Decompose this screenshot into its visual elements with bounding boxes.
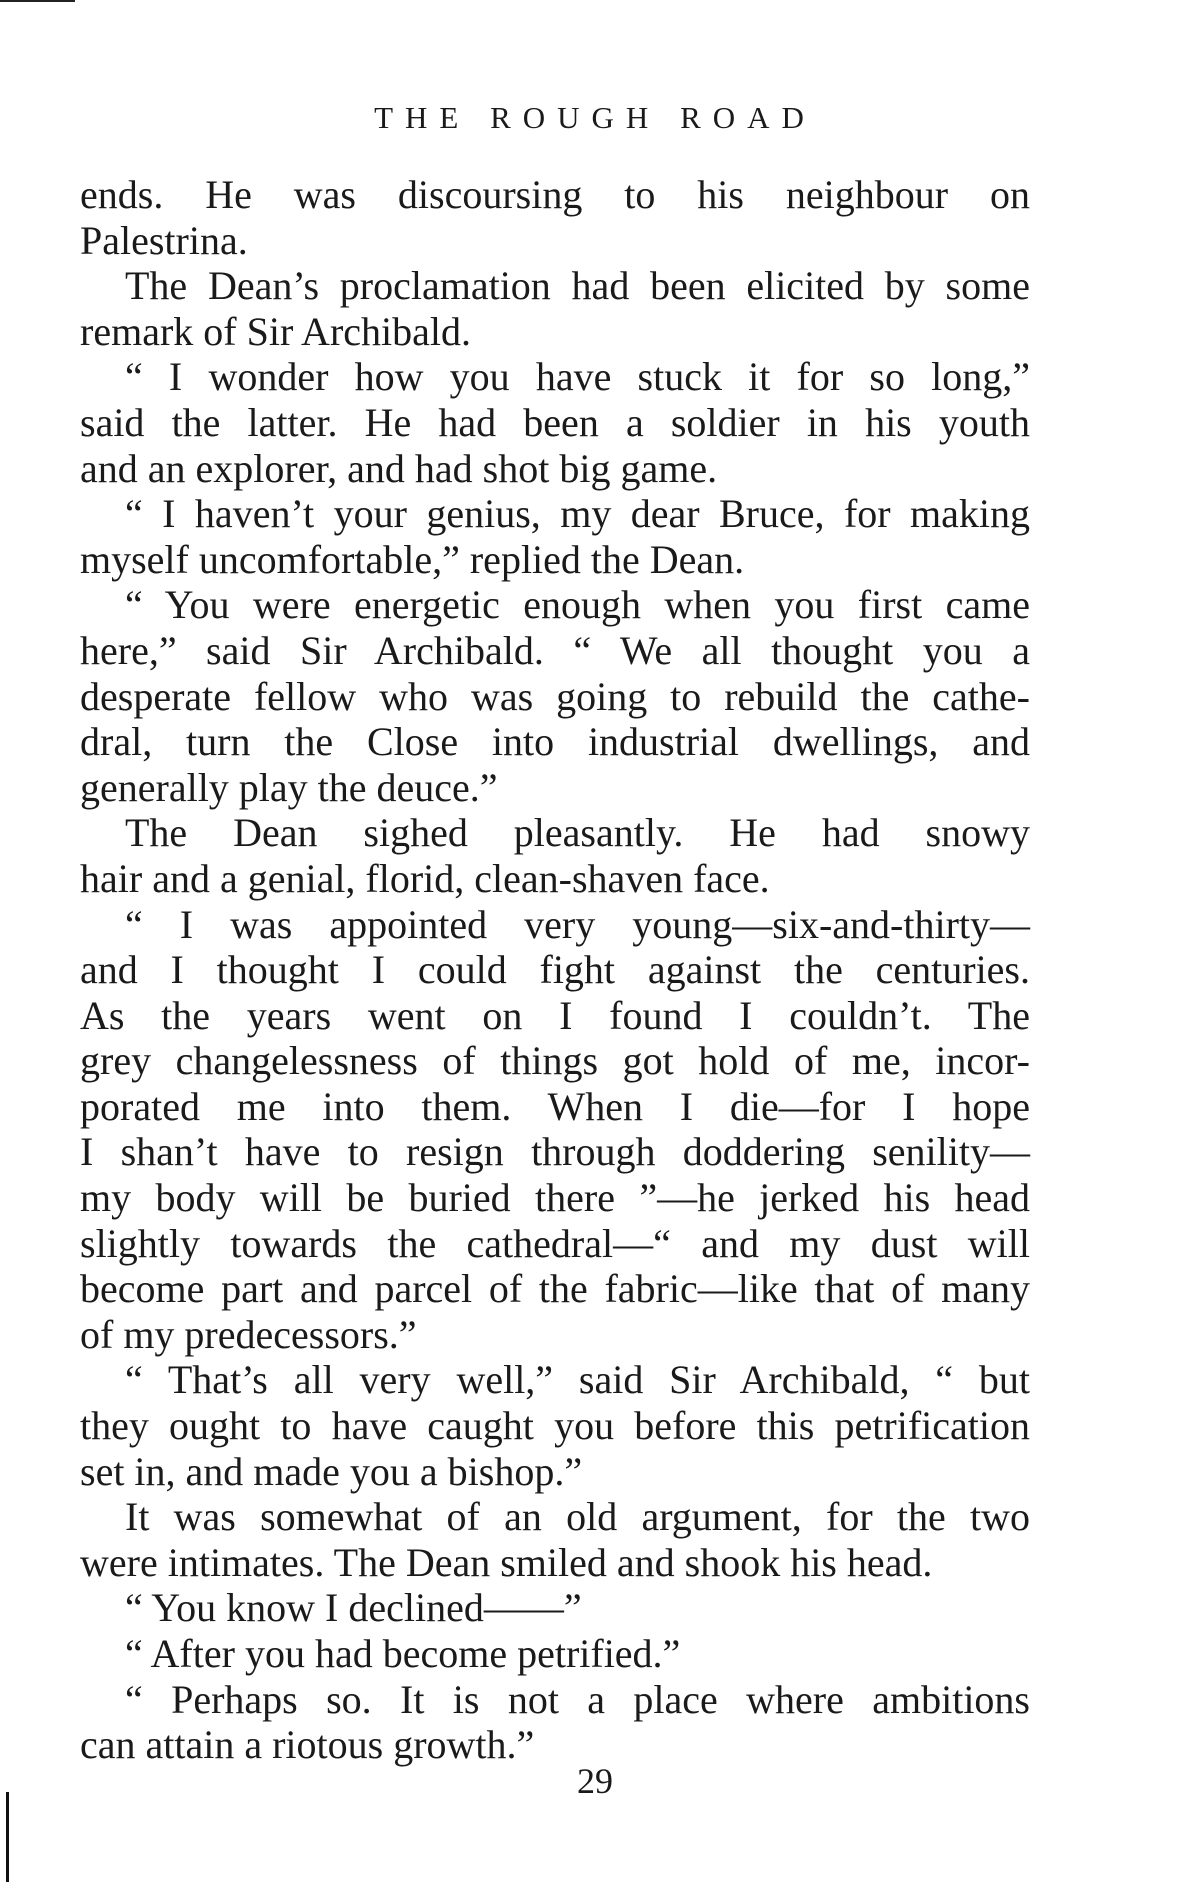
text-line: desperate fellow who was going to rebuild the cathe- <box>80 673 1030 719</box>
text-line: Palestrina. <box>80 217 248 263</box>
text-line: It was somewhat of an old argument, for the two <box>125 1494 1030 1540</box>
text-line: “ That’s all very well,” said Sir Archibald, “ but <box>125 1357 1030 1403</box>
text-line: grey changelessness of things got hold of me, incor- <box>80 1038 1030 1084</box>
text-line: dral, turn the Close into industrial dwellings, and <box>80 719 1030 765</box>
text-line: remark of Sir Archibald. <box>80 308 471 354</box>
text-line: and I thought I could fight against the centuries. <box>80 947 1030 993</box>
running-head: THE ROUGH ROAD <box>374 100 816 135</box>
text-line: “ After you had become petrified.” <box>125 1631 681 1676</box>
text-line: of my predecessors.” <box>80 1311 417 1357</box>
text-line: myself uncomfortable,” replied the Dean. <box>80 536 745 582</box>
text-line: As the years went on I found I couldn’t. The <box>80 992 1030 1038</box>
text-line: ends. He was discoursing to his neighbour on <box>80 172 1030 217</box>
text-line: “ You know I declined——” <box>125 1585 582 1631</box>
text-line: generally play the deuce.” <box>80 764 498 810</box>
page-number: 29 <box>577 1761 613 1801</box>
body-text <box>80 172 1030 1768</box>
top-rule <box>0 0 75 2</box>
text-line: The Dean sighed pleasantly. He had snowy <box>125 810 1030 856</box>
text-line: were intimates. The Dean smiled and shook his head. <box>80 1539 933 1585</box>
text-line: and an explorer, and had shot big game. <box>80 445 718 491</box>
text-line: can attain a riotous growth.” <box>80 1722 535 1768</box>
text-line: set in, and made you a bishop.” <box>80 1448 583 1494</box>
text-line: The Dean’s proclamation had been elicited by some <box>125 263 1030 309</box>
text-line: my body will be buried there ”—he jerked his head <box>80 1175 1030 1221</box>
text-line: I shan’t have to resign through doddering senility— <box>80 1129 1030 1175</box>
text-line: they ought to have caught you before this petrification <box>80 1403 1030 1449</box>
text-line: said the latter. He had been a soldier in his youth <box>80 399 1030 445</box>
text-line: hair and a genial, florid, clean-shaven face. <box>80 855 770 901</box>
text-line: become part and parcel of the fabric—like that of many <box>80 1266 1030 1312</box>
text-line: “ I was appointed very young—six-and-thirty— <box>125 901 1030 947</box>
text-line: “ I wonder how you have stuck it for so long,” <box>125 354 1030 400</box>
text-line: “ I haven’t your genius, my dear Bruce, for making <box>125 491 1030 537</box>
margin-mark <box>6 1792 9 1882</box>
text-line: “ You were energetic enough when you first came <box>125 582 1030 628</box>
text-line: “ Perhaps so. It is not a place where ambitions <box>125 1676 1030 1722</box>
text-line: here,” said Sir Archibald. “ We all thought you a <box>80 627 1030 673</box>
text-line: slightly towards the cathedral—“ and my dust will <box>80 1220 1030 1266</box>
text-line: porated me into them. When I die—for I hope <box>80 1083 1030 1129</box>
